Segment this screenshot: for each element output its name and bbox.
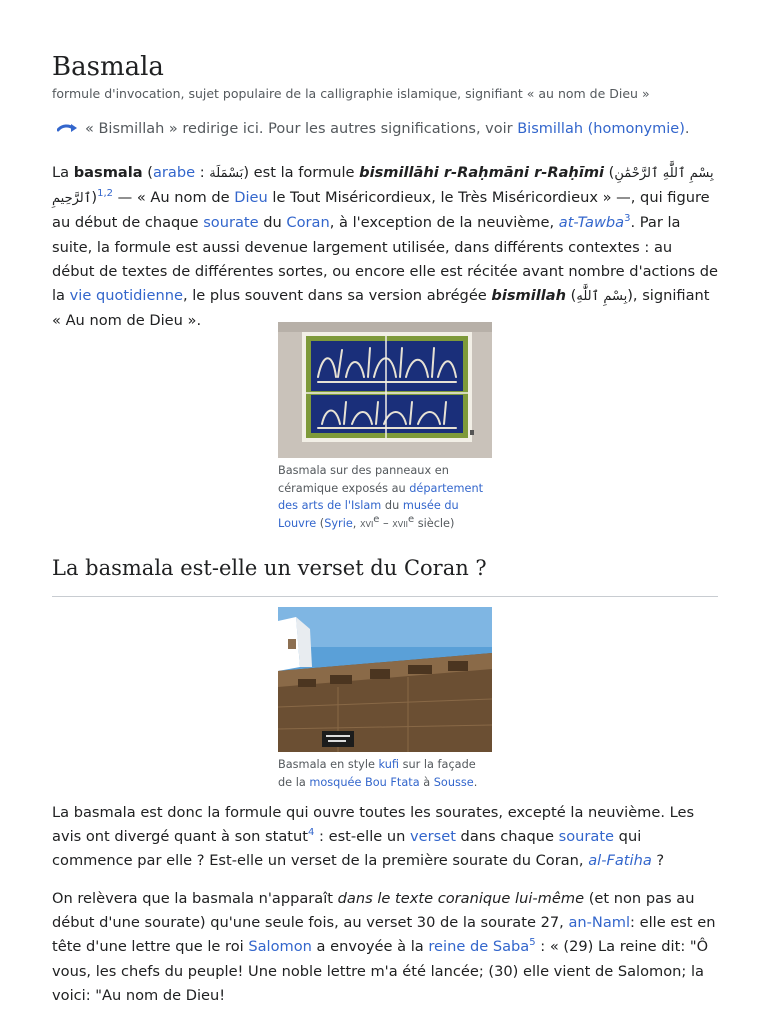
century-sup: e — [407, 514, 415, 526]
hatnote-end: . — [684, 121, 690, 137]
century-label: xvii — [392, 516, 408, 530]
intro-text: le Tout Miséricordieux, le Très Miséricordieux » —, qui figure au début de chaque — [52, 189, 710, 232]
hatnote-link[interactable]: Bismillah (homonymie) — [517, 121, 685, 137]
intro-text: ) — [91, 189, 98, 207]
para-text: ? — [651, 852, 665, 870]
para-text: : est-elle un — [314, 828, 410, 846]
para-text: (et non pas au début d'une sourate) qu'une seule fois, au verset 30 de la sourate 27, — [52, 890, 695, 932]
figure-caption — [278, 756, 492, 791]
link-coran[interactable]: Coran — [286, 214, 330, 232]
caption-text: Basmala sur des panneaux en céramique exposés au — [278, 464, 449, 495]
page-subtitle: formule d'invocation, sujet populaire de la calligraphie islamique, signifiant « au nom de Dieu » — [52, 86, 650, 101]
section-heading: La basmala est-elle un verset du Coran ? — [52, 556, 487, 580]
intro-text: : — [195, 164, 210, 181]
intro-bismillah: bismillah — [491, 287, 567, 305]
para-text: qui commence par elle ? Est-elle un verset de la première sourate du Coran, — [52, 828, 642, 870]
page-title: Basmala — [52, 52, 164, 82]
intro-text: La — [52, 164, 74, 181]
intro-formula: bismillāhi r-Raḥmāni r-Raḥīmi — [359, 164, 605, 181]
caption-text: à — [419, 775, 434, 789]
status-paragraph — [52, 801, 718, 874]
para-text: a envoyée à la — [311, 938, 429, 956]
caption-text: du — [381, 499, 403, 513]
link-mosquee-bou-ftata[interactable]: mosquée Bou Ftata — [309, 775, 420, 789]
ceramic-tiles-image[interactable] — [278, 322, 492, 458]
intro-text: . Par la suite, la formule est aussi devenue largement utilisée, dans différents contextes : au début de textes de différentes sortes, ou encore elle est récitée avant nombre d'actions de la — [52, 214, 718, 305]
reference-link[interactable]: 4 — [308, 827, 315, 839]
arabic-text: بَسْمَلَة — [209, 166, 244, 181]
para-text: La basmala est donc la formule qui ouvre toutes les sourates, excepté la neuvième. Les avis ont divergé quant à son statut — [52, 804, 695, 846]
link-syrie[interactable]: Syrie — [324, 516, 353, 530]
para-text: dans chaque — [455, 828, 559, 846]
link-sousse[interactable]: Sousse — [433, 775, 474, 789]
link-musee-du-louvre[interactable]: musée du Louvre — [278, 499, 459, 530]
link-an-naml[interactable]: an-Naml — [568, 914, 631, 932]
caption-text: ( — [316, 516, 325, 530]
link-verset[interactable]: verset — [410, 828, 456, 846]
caption-text: sur la façade de la — [278, 758, 476, 789]
caption-text: , — [352, 516, 360, 530]
intro-text: , à l'exception de la neuvième, — [329, 214, 559, 232]
reference-link[interactable]: 5 — [529, 937, 536, 949]
para-text: : « (29) La reine dit: "Ô vous, les chefs du peuple! Une noble lettre m'a été lancée; (30) elle vient de Salomon; la voici: "Au nom de Dieu! — [52, 938, 709, 1004]
figure-caption — [278, 462, 492, 532]
intro-text: ) est la formule — [243, 164, 360, 181]
intro-text: , le plus souvent dans sa version abrégée — [182, 287, 492, 305]
reference-link[interactable]: 1,2 — [97, 188, 113, 200]
century-sup: e — [373, 514, 380, 526]
para-text: : elle est en tête d'une lettre que le roi — [52, 914, 716, 956]
arabic-text: بِسْمِ ٱللَّٰهِ ٱلرَّحْمَٰنِ ٱلرَّحِيمِ — [52, 166, 714, 207]
link-departement-arts-islam[interactable]: département des arts de l'Islam — [278, 481, 484, 513]
intro-paragraph — [52, 161, 718, 333]
link-al-fatiha[interactable]: al-Fatiha — [588, 852, 652, 870]
intro-text: du — [258, 214, 287, 232]
intro-text: ( — [566, 287, 577, 305]
intro-text: ), signifiant « Au nom de Dieu ». — [52, 287, 710, 330]
section-divider — [52, 596, 718, 597]
intro-text: ( — [604, 164, 615, 181]
caption-text: siècle) — [414, 516, 455, 530]
naml-paragraph — [52, 887, 718, 1008]
link-sourate[interactable]: sourate — [558, 828, 615, 846]
link-reine-de-saba[interactable]: reine de Saba — [428, 938, 530, 956]
para-italic: dans le texte coranique lui-même — [337, 890, 585, 907]
figure-kufi-facade — [278, 607, 498, 791]
figure-ceramic-panels — [278, 322, 498, 532]
link-kufi[interactable]: kufi — [378, 758, 400, 771]
hatnote-text: « Bismillah » redirige ici. Pour les autres significations, voir — [85, 121, 518, 137]
hatnote — [57, 121, 689, 137]
intro-bold-basmala: basmala — [73, 164, 143, 181]
link-at-tawba[interactable]: at-Tawba — [558, 214, 625, 232]
kufi-facade-image[interactable] — [278, 607, 492, 752]
intro-text: ( — [142, 164, 153, 181]
link-vie-quotidienne[interactable]: vie quotidienne — [69, 287, 183, 305]
caption-text: . — [473, 775, 478, 789]
link-salomon[interactable]: Salomon — [248, 938, 312, 956]
link-dieu[interactable]: Dieu — [234, 189, 268, 207]
para-text: On relèvera que la basmala n'apparaît — [52, 890, 338, 907]
reference-link[interactable]: 3 — [624, 213, 631, 225]
intro-text: — « Au nom de — [112, 189, 235, 207]
link-arabe[interactable]: arabe — [152, 164, 196, 181]
caption-text: – — [379, 516, 393, 530]
caption-text: Basmala en style — [278, 758, 379, 771]
arabic-text: بِسْمِ ٱللَّٰهِ — [576, 289, 628, 305]
century-label: xvi — [359, 516, 374, 530]
redirect-arrow-icon — [57, 122, 79, 134]
link-sourate[interactable]: sourate — [203, 214, 259, 232]
